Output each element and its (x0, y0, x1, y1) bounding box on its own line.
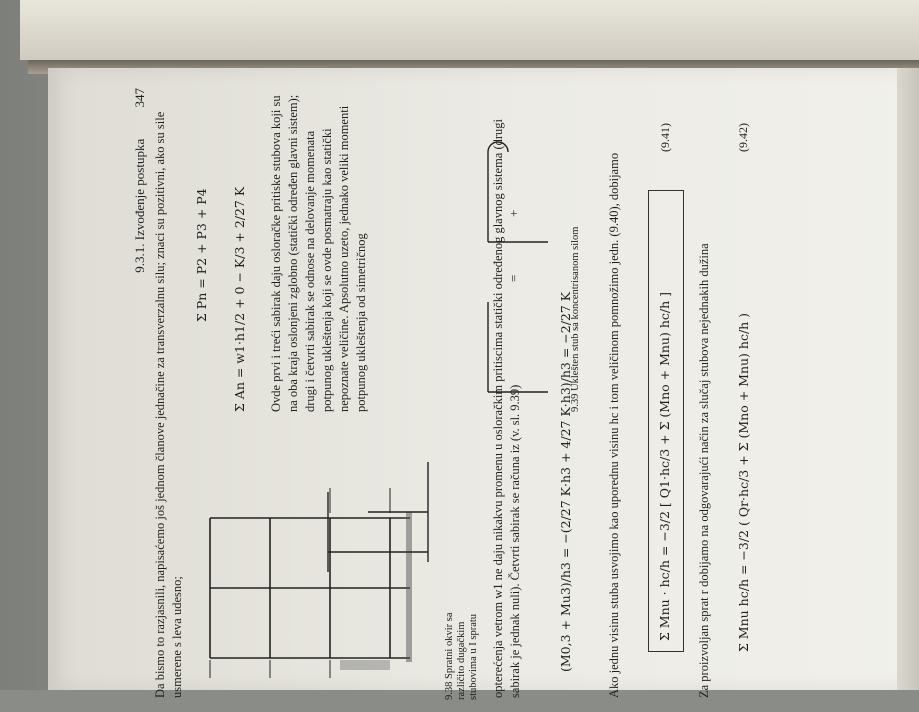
equation-942-text: Σ Mnu hc/h = −3/2 ( Qr·hc/3 + Σ (Mno + Mnu) hc/h ) (736, 312, 751, 652)
equation-941-number: (9.41) (658, 123, 672, 152)
paragraph-intro: Da bismo to razjasnili, napisaćemo još jednom članove jednačine za transverzalnu silu; znaci su pozitivni, ako su sile usmerene s leva udesno; (153, 111, 184, 698)
equation-moment-ratio (558, 292, 573, 672)
page-number: 347 (132, 88, 147, 108)
book-top-edge (20, 0, 919, 60)
running-header (132, 88, 148, 301)
equation-sum-a (232, 187, 247, 412)
paragraph-reference-height: Ako jednu visinu stuba usvojimo kao uporednu visinu hc i tom veličinom pomnožimo jedn. (9.40), dobijamo (607, 152, 621, 698)
figure-9-38-caption: 9.38 Spratni okvir sa različito dugačkim stubovima u I spratu (444, 612, 479, 700)
equation-942-number: (9.42) (736, 123, 750, 152)
svg-text:+: + (506, 209, 521, 217)
svg-text:=: = (506, 274, 521, 282)
paragraph-wind: opterećenja vetrom w1 ne daju nikakvu promenu u osloračkim pritiscima statički određenog glavnog sistema (drugi sabirak je jednak nuli). Četvrti sabirak se računa iz (v. sl. 9.39) (491, 118, 522, 698)
equation-sum-p (194, 188, 209, 322)
equation-sum-p-text: Σ Pn = P2 + P3 + P4 (194, 188, 209, 322)
paragraph-arbitrary-floor: Za proizvoljan sprat r dobijamo na odgovarajući način za slučaj stubova nejednakih dužina (697, 243, 711, 698)
equation-moment-ratio-text: (M0,3 + Mu3)/h3 = −(2/27 K·h3 + 4/27 K·h3)/h3 = −2/27 K (558, 291, 573, 672)
page-edge (897, 68, 919, 690)
paragraph-explanation: Ovde prvi i treći sabirak daju osloračke pritiske stubova koji su na oba kraja oslonjeni zglobno (statički određen glavni sistem); drugi i četvrti sabirak se odnose na delovanje momenata potpunog ukleštenja koji se ovde posmatraju kao statički nepoznate veličine. Apsolutno uzeto, jednako veliki momenti potpunog ukleštenja od simetričnog (269, 94, 368, 412)
rotated-page-content (128, 82, 898, 712)
equation-942 (736, 313, 751, 652)
boxed-equation (648, 190, 684, 652)
figure-9-38-subframes (308, 442, 448, 582)
figure-9-39-caption: 9.39 Uklešten stub sa koncentrisanom silom (570, 226, 581, 412)
equation-sum-a-text: Σ An = w1·h1/2 + 0 − K/3 + 2/27 K (232, 186, 247, 412)
section-title: 9.3.1. Izvođenje postupka (132, 138, 147, 273)
equation-941-text: Σ Mnu · hc/h = −3/2 [ Q1·hc/3 + Σ (Mno + Mnu) hc/h ] (657, 292, 672, 641)
